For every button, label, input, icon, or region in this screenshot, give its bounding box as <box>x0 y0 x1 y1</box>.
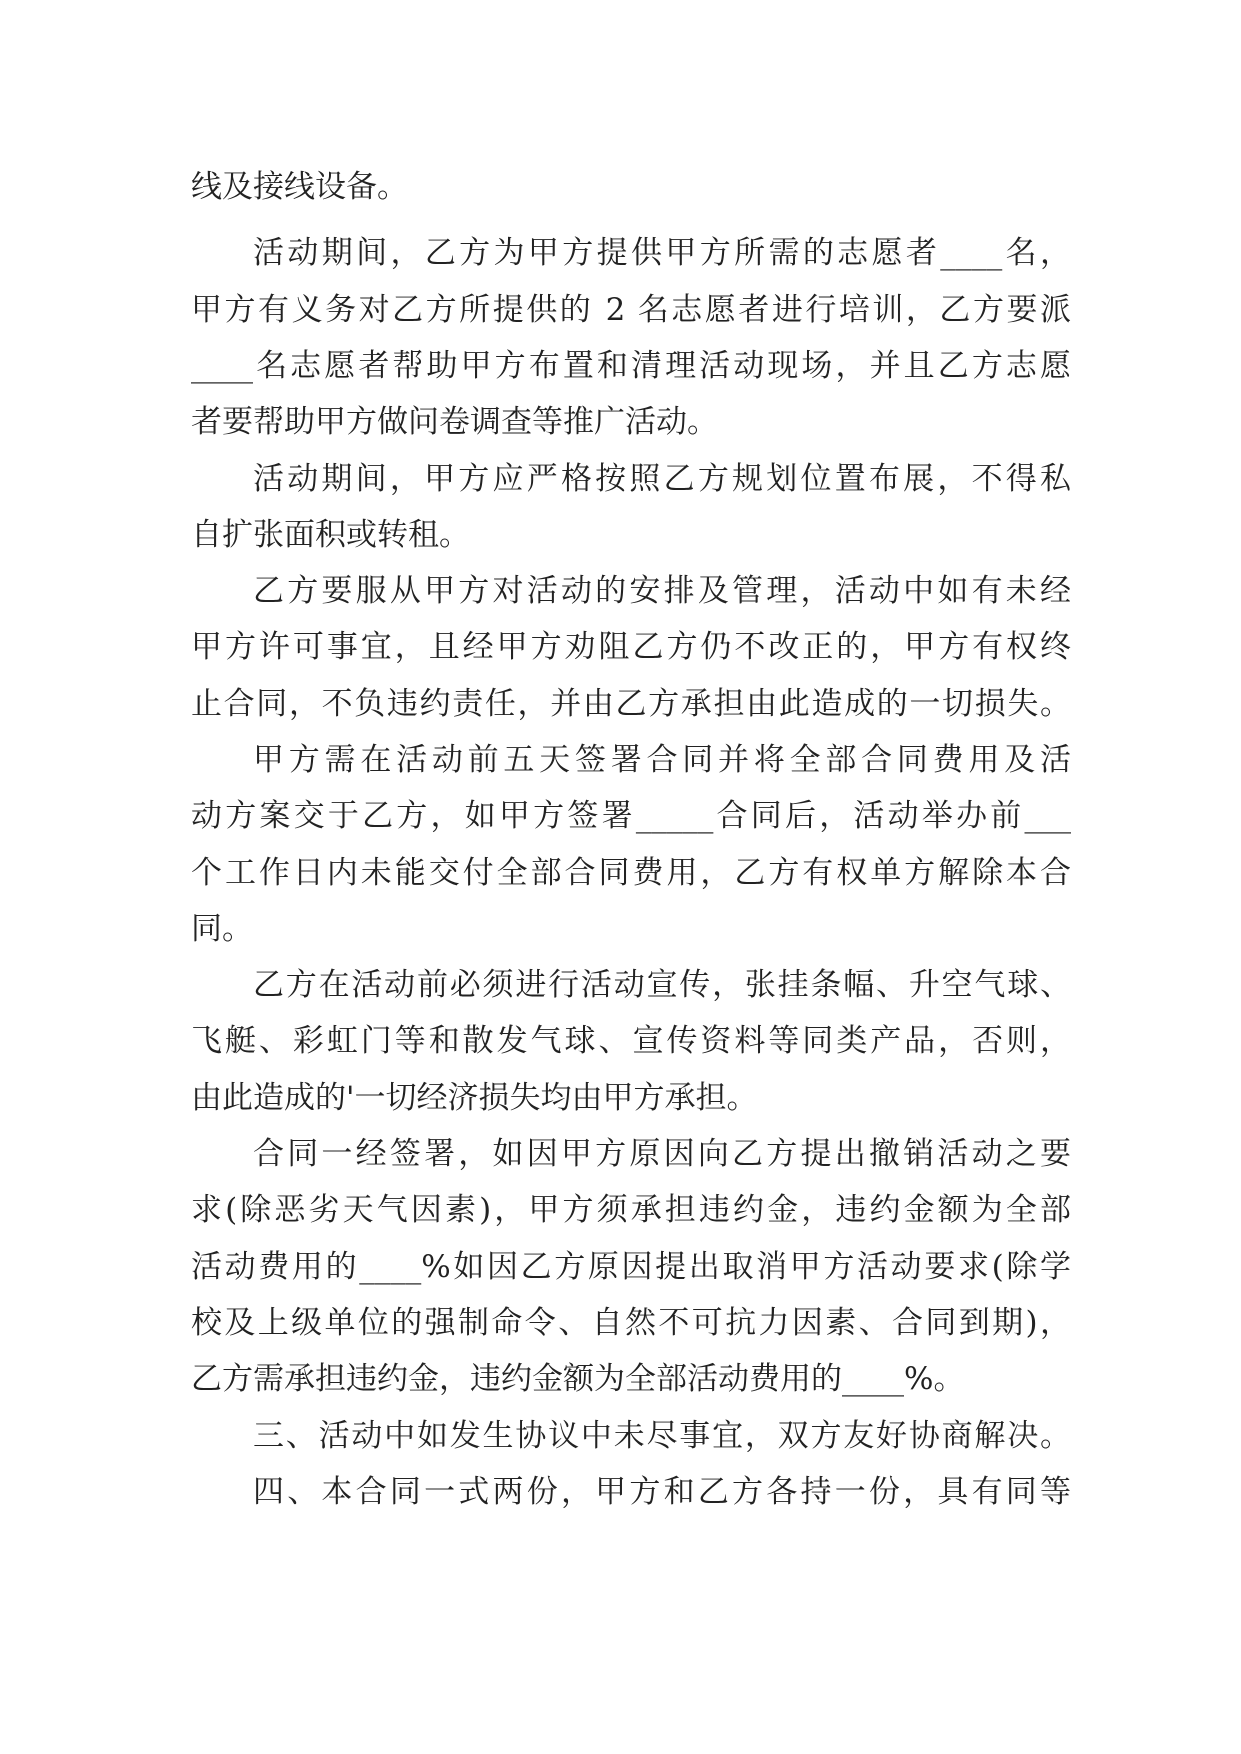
text-line: ____名志愿者帮助甲方布置和清理活动现场，并且乙方志愿 <box>191 348 1071 384</box>
text-line: 甲方许可事宜，且经甲方劝阻乙方仍不改正的，甲方有权终 <box>191 629 1071 665</box>
text-line: 四、本合同一式两份，甲方和乙方各持一份，具有同等 <box>253 1474 1071 1510</box>
text-line: 同。 <box>191 911 253 947</box>
text-line: 个工作日内未能交付全部合同费用，乙方有权单方解除本合 <box>191 855 1071 891</box>
text-line: 止合同，不负违约责任，并由乙方承担由此造成的一切损失。 <box>191 686 1071 722</box>
text-line: 求(除恶劣天气因素)，甲方须承担违约金，违约金额为全部 <box>191 1192 1071 1228</box>
text-line: 线及接线设备。 <box>191 169 408 205</box>
text-line: 活动期间，乙方为甲方提供甲方所需的志愿者____名， <box>253 235 1071 271</box>
text-line: 自扩张面积或转租。 <box>191 517 470 553</box>
text-line: 乙方需承担违约金，违约金额为全部活动费用的____%。 <box>191 1361 965 1397</box>
text-line: 甲方需在活动前五天签署合同并将全部合同费用及活 <box>253 742 1071 778</box>
text-line: 校及上级单位的强制命令、自然不可抗力因素、合同到期)， <box>191 1305 1071 1341</box>
text-line: 三、活动中如发生协议中未尽事宜，双方友好协商解决。 <box>253 1418 1071 1454</box>
text-line: 甲方有义务对乙方所提供的 2 名志愿者进行培训，乙方要派 <box>191 292 1071 328</box>
text-line: 乙方在活动前必须进行活动宣传，张挂条幅、升空气球、 <box>253 967 1071 1003</box>
text-line: 活动期间，甲方应严格按照乙方规划位置布展，不得私 <box>253 461 1071 497</box>
text-line: 由此造成的'一切经济损失均由甲方承担。 <box>191 1080 758 1116</box>
text-line: 活动费用的____%如因乙方原因提出取消甲方活动要求(除学 <box>191 1249 1071 1285</box>
text-line: 乙方要服从甲方对活动的安排及管理，活动中如有未经 <box>253 573 1071 609</box>
text-line: 者要帮助甲方做问卷调查等推广活动。 <box>191 404 718 440</box>
text-line: 合同一经签署，如因甲方原因向乙方提出撤销活动之要 <box>253 1136 1071 1172</box>
text-line: 动方案交于乙方，如甲方签署_____合同后，活动举办前___ <box>191 798 1071 834</box>
text-line: 飞艇、彩虹门等和散发气球、宣传资料等同类产品，否则， <box>191 1023 1071 1059</box>
